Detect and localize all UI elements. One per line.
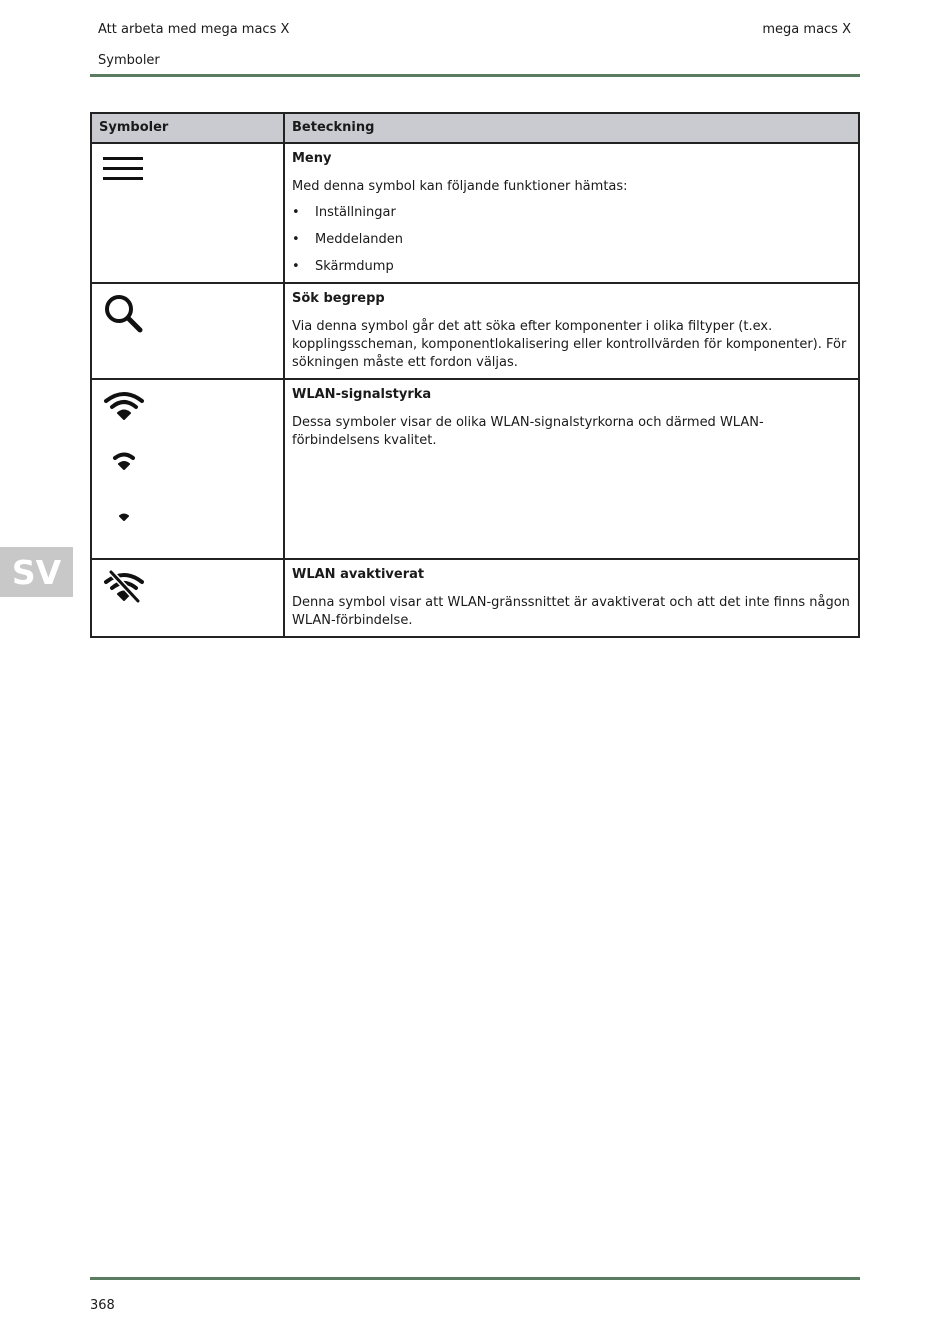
description-cell	[284, 559, 859, 637]
symbol-title: WLAN avaktiverat	[292, 567, 425, 582]
symbol-title: Meny	[292, 151, 332, 166]
menu-icon	[102, 152, 273, 186]
list-item: • Meddelanden	[292, 232, 404, 247]
table-row	[91, 379, 859, 559]
column-header-symbols: Symboler	[91, 113, 284, 143]
language-tab: SV	[0, 547, 73, 597]
header-rule	[90, 74, 860, 77]
description-cell	[284, 379, 859, 559]
footer-rule	[90, 1277, 860, 1280]
list-item: • Skärmdump	[292, 259, 394, 274]
table-row	[91, 283, 859, 379]
page-number: 368	[90, 1298, 115, 1313]
wifi-weak-icon	[102, 512, 273, 526]
table-header-row	[91, 113, 859, 143]
symbol-cell	[91, 283, 284, 379]
symbol-cell	[91, 379, 284, 559]
symbol-cell	[91, 559, 284, 637]
symbol-cell	[91, 143, 284, 283]
column-header-description: Beteckning	[284, 113, 859, 143]
description-cell	[284, 143, 859, 283]
wifi-strong-icon	[102, 388, 273, 424]
running-header-title: Att arbeta med mega macs X	[98, 22, 290, 37]
description-cell	[284, 283, 859, 379]
list-item: • Inställningar	[292, 205, 396, 220]
table-row	[91, 143, 859, 283]
symbol-title: Sök begrepp	[292, 291, 385, 306]
symbol-title: WLAN-signalstyrka	[292, 387, 432, 402]
running-header-product: mega macs X	[762, 22, 851, 37]
table-row	[91, 559, 859, 637]
running-header-section: Symboler	[98, 53, 160, 68]
wifi-medium-icon	[102, 450, 273, 474]
symbol-description: Via denna symbol går det att söka efter komponenter i olika filtyper (t.ex. kopplingsscheman, komponentlokalisering eller kontrollvärden för komponenter). För sökningen måste ett fordon väljas.	[292, 319, 847, 370]
search-icon	[102, 292, 273, 336]
symbols-table	[90, 112, 860, 638]
symbol-description: Denna symbol visar att WLAN-gränssnittet är avaktiverat och att det inte finns någon WLAN-förbindelse.	[292, 595, 850, 628]
symbol-description: Med denna symbol kan följande funktioner hämtas:	[292, 179, 628, 194]
symbol-description: Dessa symboler visar de olika WLAN-signalstyrkorna och därmed WLAN-förbindelsens kvalitet.	[292, 415, 764, 448]
wifi-off-icon	[102, 568, 273, 606]
